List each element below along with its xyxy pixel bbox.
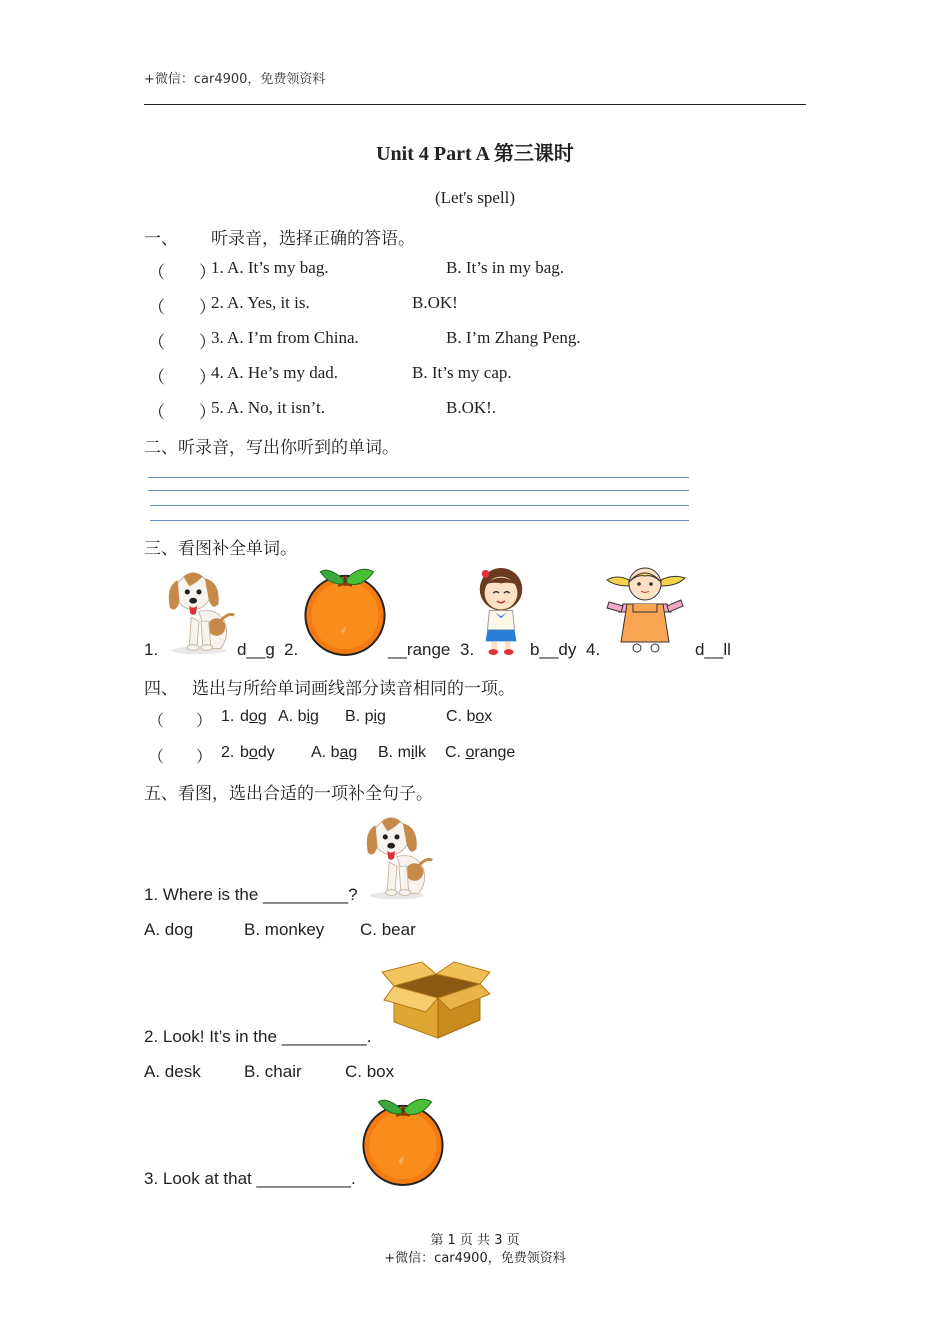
- option-a: 1. A. It’s my bag.: [211, 258, 329, 277]
- text: A. b: [311, 744, 340, 761]
- answer-paren[interactable]: （ ）: [148, 298, 216, 318]
- text: C.: [445, 744, 466, 761]
- girl-image: [472, 563, 530, 657]
- underlined-letter: o: [248, 708, 258, 725]
- text: x: [484, 708, 493, 725]
- section3-heading: 三、看图补全单词。: [144, 539, 297, 559]
- text: lk: [414, 744, 427, 761]
- writing-line: [148, 490, 689, 491]
- given-word: [240, 708, 267, 726]
- doll-image: [599, 564, 691, 654]
- choice-b[interactable]: B. chair: [244, 1062, 302, 1081]
- page-subtitle: (Let's spell): [434, 188, 515, 207]
- section4-heading: 选出与所给单词画线部分读音相同的一项。: [192, 679, 515, 699]
- item-number: 2.: [284, 640, 299, 659]
- section2-heading: 二、听录音，写出你听到的单词。: [144, 438, 399, 458]
- item-number: 1.: [144, 640, 159, 659]
- orange-image: [358, 1092, 448, 1186]
- answer-paren[interactable]: （ ）: [148, 263, 216, 283]
- dog-image: [358, 806, 436, 902]
- footer-text: +微信：car4900，免费领资料: [384, 1251, 566, 1266]
- item-number: 1.: [221, 708, 235, 725]
- text: C. b: [446, 708, 476, 725]
- option-b: B. It’s in my bag.: [446, 258, 565, 277]
- choice-a[interactable]: [278, 708, 319, 726]
- section5-heading: 五、看图，选出合适的一项补全句子。: [144, 784, 433, 804]
- text: g: [348, 744, 358, 761]
- item-number: 2.: [221, 744, 235, 761]
- underlined-letter: o: [465, 744, 475, 761]
- header-rule: [144, 104, 806, 105]
- text: B. p: [345, 708, 374, 725]
- text: g: [310, 708, 319, 725]
- text: A. b: [278, 708, 307, 725]
- choice-b[interactable]: B. monkey: [244, 920, 325, 939]
- box-image: [380, 960, 492, 1040]
- underlined-letter: o: [475, 708, 485, 725]
- text: g: [377, 708, 386, 725]
- option-b: B. I’m Zhang Peng.: [446, 328, 581, 347]
- text: g: [257, 708, 267, 725]
- header-text: +微信：car4900，免费领资料: [144, 72, 326, 87]
- question-sentence: 2. Look! It’s in the _________.: [144, 1027, 372, 1046]
- text: range: [474, 744, 516, 761]
- section4-heading-num: 四、: [144, 679, 178, 699]
- answer-paren[interactable]: （ ）: [148, 711, 213, 730]
- text: dy: [257, 744, 275, 761]
- underlined-letter: i: [306, 708, 311, 725]
- underlined-letter: a: [339, 744, 349, 761]
- option-a: 5. A. No, it isn’t.: [211, 398, 325, 417]
- text: b: [240, 744, 249, 761]
- word-blank[interactable]: d__ll: [695, 640, 731, 659]
- question-sentence: 3. Look at that __________.: [144, 1169, 356, 1188]
- text: B. m: [378, 744, 411, 761]
- writing-line: [148, 477, 689, 478]
- choice-c[interactable]: C. bear: [360, 920, 416, 939]
- writing-line: [150, 520, 689, 521]
- item-number: 3.: [460, 640, 475, 659]
- section1-heading: 听录音，选择正确的答语。: [211, 229, 415, 249]
- choice-c[interactable]: [446, 708, 492, 726]
- answer-paren[interactable]: （ ）: [148, 747, 213, 766]
- page-title: Unit 4 Part A 第三课时: [376, 143, 574, 165]
- option-b: B. It’s my cap.: [412, 363, 512, 382]
- choice-a[interactable]: A. dog: [144, 920, 194, 939]
- choice-a[interactable]: A. desk: [144, 1062, 201, 1081]
- writing-line: [150, 505, 689, 506]
- answer-paren[interactable]: （ ）: [148, 403, 216, 423]
- underlined-letter: i: [373, 708, 378, 725]
- option-b: B.OK!: [412, 293, 458, 312]
- word-blank[interactable]: b__dy: [530, 640, 577, 659]
- choice-b[interactable]: [345, 708, 386, 726]
- option-b: B.OK!.: [446, 398, 497, 417]
- question-sentence: 1. Where is the _________?: [144, 885, 358, 904]
- option-a: 4. A. He’s my dad.: [211, 363, 339, 382]
- choice-c[interactable]: [445, 744, 515, 762]
- text: d: [240, 708, 249, 725]
- choice-b[interactable]: [378, 744, 426, 762]
- option-a: 3. A. I’m from China.: [211, 328, 359, 347]
- word-blank[interactable]: d__g: [237, 640, 275, 659]
- orange-image: [300, 562, 390, 656]
- answer-paren[interactable]: （ ）: [148, 368, 216, 388]
- page-number: 第 1 页 共 3 页: [430, 1233, 520, 1248]
- word-blank[interactable]: __range: [388, 640, 451, 659]
- given-word: [240, 744, 275, 762]
- underlined-letter: i: [410, 744, 415, 761]
- answer-paren[interactable]: （ ）: [148, 333, 216, 353]
- choice-c[interactable]: C. box: [345, 1062, 395, 1081]
- choice-a[interactable]: [311, 744, 357, 762]
- underlined-letter: o: [248, 744, 258, 761]
- option-a: 2. A. Yes, it is.: [211, 293, 310, 312]
- item-number: 4.: [586, 640, 601, 659]
- dog-image: [160, 562, 238, 656]
- section1-heading-num: 一、: [144, 229, 178, 249]
